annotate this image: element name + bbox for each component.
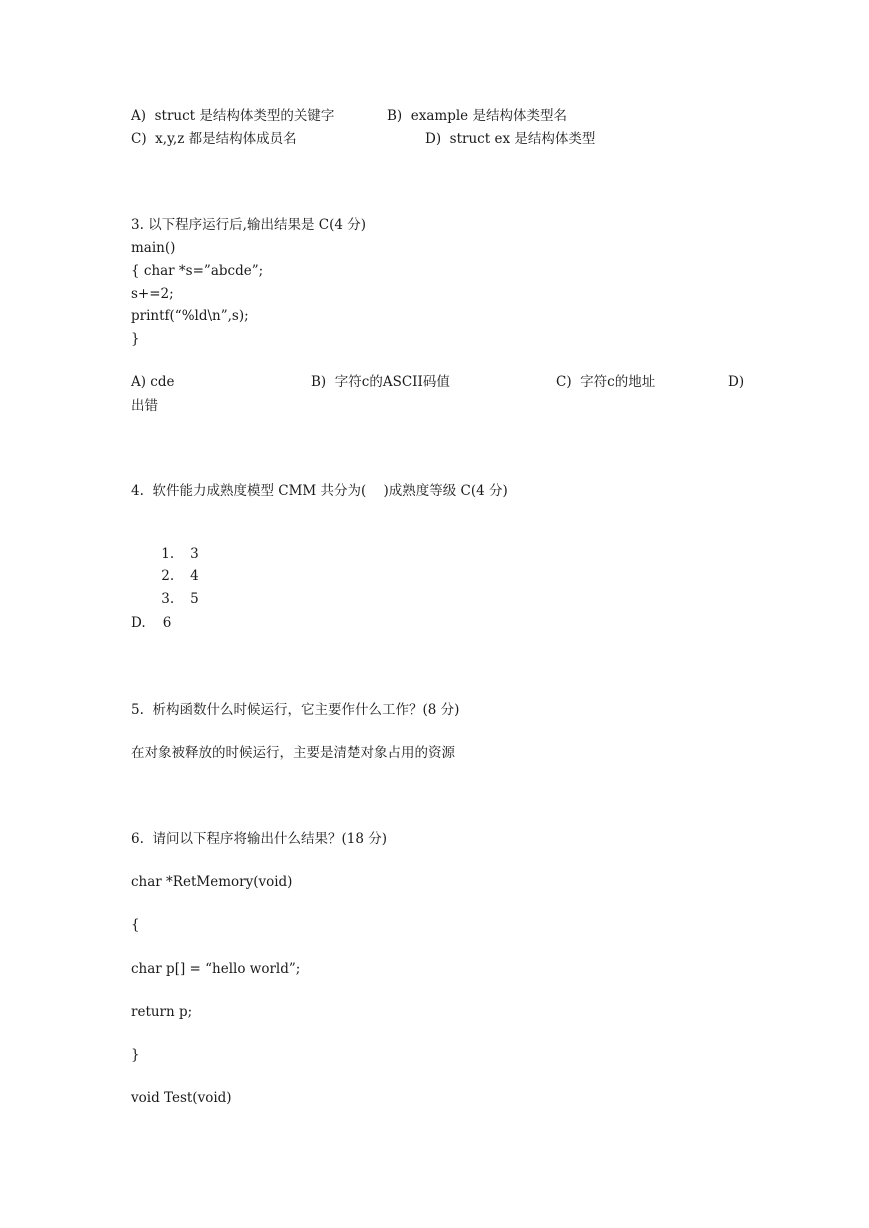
q3-code-line: } bbox=[131, 331, 140, 347]
q3-option-d: D) bbox=[728, 374, 745, 390]
q4-item-value: 5 bbox=[190, 591, 199, 607]
q2-option-c: C) x,y,z 都是结构体成员名 bbox=[131, 131, 297, 147]
q6-code-line: { bbox=[131, 917, 140, 933]
q3-code-line: main() bbox=[131, 240, 176, 256]
q3-code-line: s+=2; bbox=[131, 286, 174, 302]
q3-code-line: printf(“%ld\n”,s); bbox=[131, 308, 249, 324]
q3-option-d-text: 出错 bbox=[131, 398, 158, 414]
q4-title: 4. 软件能力成熟度模型 CMM 共分为( )成熟度等级 C(4 分) bbox=[131, 483, 508, 499]
q2-option-d: D) struct ex 是结构体类型 bbox=[425, 131, 596, 147]
q4-item-number: 1. bbox=[161, 546, 175, 562]
q5-title: 5. 析构函数什么时候运行，它主要作什么工作？(8 分) bbox=[131, 702, 460, 718]
q4-item-value: 4 bbox=[190, 568, 199, 584]
q6-code-line: char *RetMemory(void) bbox=[131, 874, 293, 890]
q2-option-a: A) struct 是结构体类型的关键字 bbox=[131, 108, 335, 124]
q6-title: 6. 请问以下程序将输出什么结果？(18 分) bbox=[131, 831, 387, 847]
q3-code-line: { char *s=”abcde”; bbox=[131, 263, 264, 279]
q3-option-a: A) cde bbox=[131, 374, 175, 390]
q6-code-line: return p; bbox=[131, 1004, 193, 1020]
q2-option-b: B) example 是结构体类型名 bbox=[387, 108, 567, 124]
q3-option-b: B) 字符c的ASCII码值 bbox=[311, 374, 450, 390]
q3-option-c: C) 字符c的地址 bbox=[556, 374, 656, 390]
q4-option-d: D. 6 bbox=[131, 615, 172, 631]
q4-item-value: 3 bbox=[190, 546, 199, 562]
q5-answer: 在对象被释放的时候运行，主要是清楚对象占用的资源 bbox=[131, 745, 455, 761]
q4-item-number: 2. bbox=[161, 568, 175, 584]
q3-title: 3. 以下程序运行后,输出结果是 C(4 分) bbox=[131, 217, 366, 233]
q6-code-line: char p[] = “hello world”; bbox=[131, 961, 301, 977]
q4-item-number: 3. bbox=[161, 591, 175, 607]
q6-code-line: } bbox=[131, 1047, 140, 1063]
q6-code-line: void Test(void) bbox=[131, 1090, 232, 1106]
